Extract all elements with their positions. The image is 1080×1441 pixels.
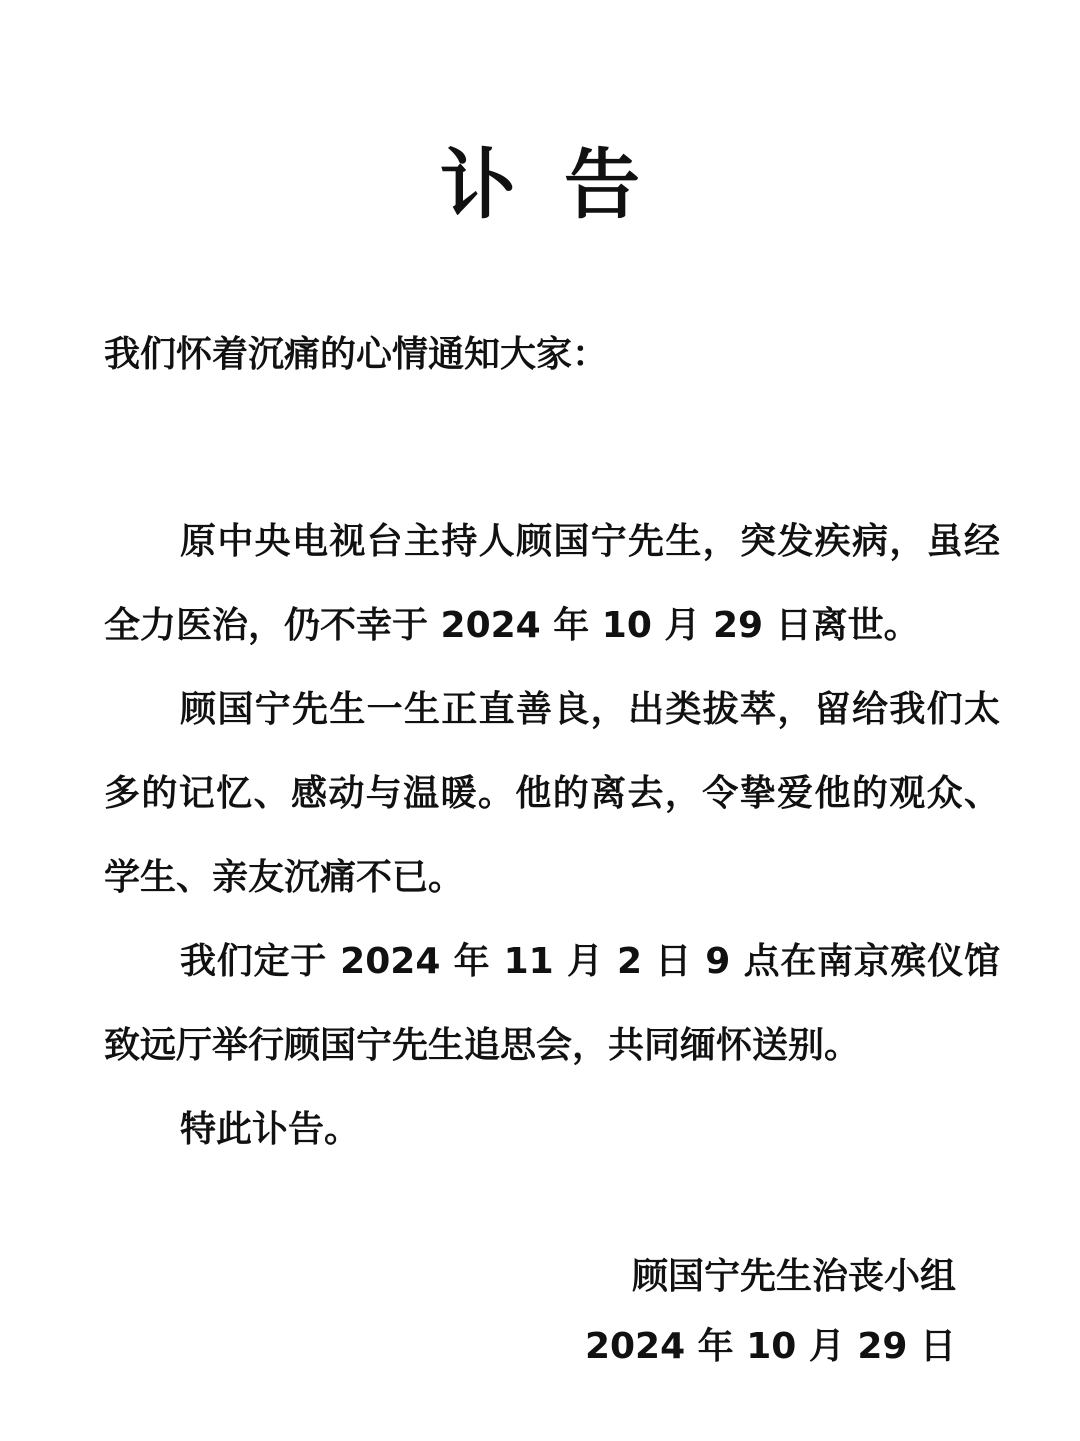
salutation: 我们怀着沉痛的心情通知大家：	[104, 334, 609, 375]
signature-date: 2024 年 10 月 29 日	[584, 1326, 956, 1367]
paragraph-death-notice: 原中央电视台主持人顾国宁先生，突发疾病，虽经全力医治，仍不幸于 2024 年 10 月 29 日离世。	[104, 521, 1000, 646]
signature-organization: 顾国宁先生治丧小组	[631, 1256, 956, 1297]
paragraph-tribute: 顾国宁先生一生正直善良，出类拔萃，留给我们太多的记忆、感动与温暖。他的离去，令挚爱他的观众、学生、亲友沉痛不已。	[104, 689, 1000, 898]
paragraph-memorial-arrangement: 我们定于 2024 年 11 月 2 日 9 点在南京殡仪馆致远厅举行顾国宁先生追思会，共同缅怀送别。	[104, 941, 1000, 1066]
page-title: 讣告	[440, 140, 688, 229]
notice-body	[104, 500, 1000, 1172]
paragraph-closing: 特此讣告。	[180, 1109, 361, 1150]
signature-block	[585, 1242, 956, 1382]
